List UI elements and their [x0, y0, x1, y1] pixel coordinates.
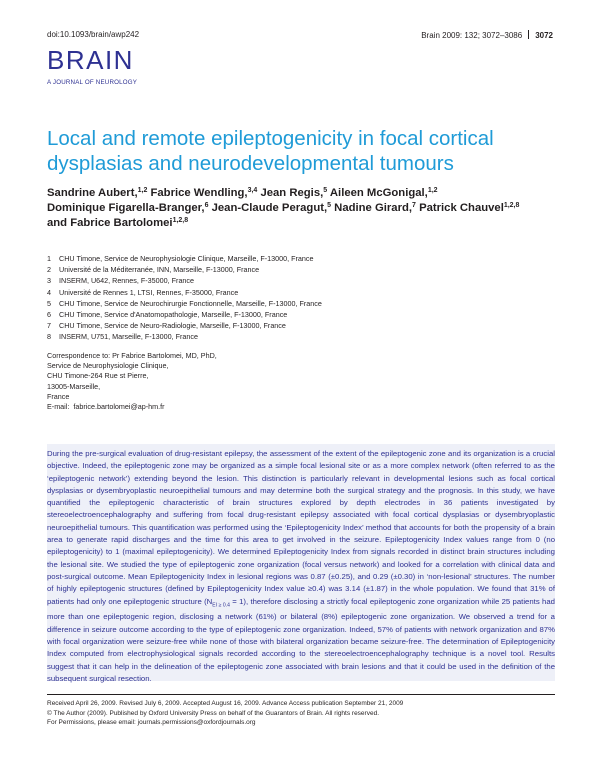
- article-title: Local and remote epileptogenicity in focal cortical dysplasias and neurodevelopmental tumours: [47, 127, 494, 175]
- author: Patrick Chauvel$^{1,2,8}$: [419, 202, 520, 214]
- correspondence-line: 13005-Marseille,: [47, 381, 101, 391]
- affiliation-item: 8 INSERM, U751, Marseille, F-13000, France: [47, 332, 199, 342]
- email-link[interactable]: fabrice.bartolomei@ap-hm.fr: [73, 402, 165, 412]
- header-divider: [528, 30, 529, 39]
- affiliation-item: 6 CHU Timone, Service d'Anatomopathologie, Marseille, F-13000, France: [47, 310, 288, 320]
- affiliation-item: 7 CHU Timone, Service de Neuro-Radiologie, Marseille, F-13000, France: [47, 321, 286, 331]
- author: and Fabrice Bartolomei$^{1,2,8}$: [47, 217, 189, 229]
- correspondence-line: Service de Neurophysiologie Clinique,: [47, 361, 169, 371]
- citation-text: Brain 2009: 132; 3072–3086: [421, 31, 523, 40]
- affiliation-item: 2 Université de la Méditerranée, INN, Marseille, F-13000, France: [47, 265, 260, 275]
- author: Aileen McGonigal,$^{1,2}$: [329, 187, 438, 199]
- correspondence-line: CHU Timone-264 Rue st Pierre,: [47, 371, 149, 381]
- author: Jean-Claude Peragut,$^5$: [211, 202, 332, 214]
- affiliation-item: 3 INSERM, U642, Rennes, F-35000, France: [47, 276, 195, 286]
- author: Dominique Figarella-Branger,$^6$: [47, 202, 209, 214]
- doi-text: doi:10.1093/brain/awp242: [47, 30, 140, 39]
- affiliation-list: [47, 253, 567, 343]
- affiliation-item: 1 CHU Timone, Service de Neurophysiologie Clinique, Marseille, F-13000, France: [47, 254, 314, 263]
- correspondence-email: E-mail: fabrice.bartolomei@ap-hm.fr: [47, 402, 165, 412]
- journal-subtitle: A JOURNAL OF NEUROLOGY: [47, 79, 138, 86]
- publication-footer: [47, 699, 567, 728]
- correspondence-line: Correspondence to: Pr Fabrice Bartolomei, MD, PhD,: [47, 351, 217, 360]
- footer-line: For Permissions, please email: journals.permissions@oxfordjournals.org: [47, 719, 256, 726]
- page-number: 3072: [535, 31, 553, 40]
- author: Sandrine Aubert,$^{1,2}$: [47, 187, 148, 199]
- footer-line: Received April 26, 2009. Revised July 6, 2009. Accepted August 16, 2009. Advance Access publication September 21, 2009: [47, 700, 404, 707]
- running-header: [421, 30, 553, 40]
- abstract-text: During the pre-surgical evaluation of drug-resistant epilepsy, the assessment of the extent of the epileptogenic zone and its organization is a crucial objective. Indeed, the epileptogenic zone may be organized as a simple focal lesional site or as a more complex network (often referred to as the ‘epileptogenic network’) extending beyond the lesion. This distinction is particularly relevant in developmental lesions such as focal cortical dysplasias or dysembryoplastic neuroepithelial tumours and may determine both the surgical strategy and the prognosis. In this study, we have quantified the epileptogenic characteristic of brain structures explored by depth electrodes in 36 patients investigated by stereoelectroencephalography and suffering from focal drug-resistant epilepsy associated with focal cortical dysplasias or dysembryoplastic neuroepithelial tumours. This quantification was performed using the ‘Epileptogenicity Index’ method that accounts for both the propensity of a brain area to generate rapid discharges and the time for this area to get involved in the seizure. Epileptogenicity Index values range from 0 (no epileptogenicity) to 1 (maximal epileptogenicity). We determined Epileptogenicity Index from signals recorded in distinct brain structures including the lesional site. We studied the type of epileptogenic zone organization (focal versus network) and looked for a correlation with clinical data and post-surgical outcome. Mean Epileptogenicity Index in lesional regions was 0.87 (±0.25), and 0.29 (±0.30) in ‘non-lesional’ structures. The number of highly epileptogenic structures (defined by Epileptogenicity Index value ≥0.4) was 3.14 (±1.87) in the whole population. We found that 31% of patients had only one epileptogenic structure $(N_{EI \ge 0.4} = 1)$, therefore disclosing a strictly focal epileptogenic zone organization while 25 patients had more than one epileptogenic region, disclosing a network (61%) or bilateral (8%) epileptogenic zone organization. We observed a trend for a difference in seizure outcome according to the type of epileptogenic zone organization. Indeed, 57% of patients with network organization and 87% with focal organization were seizure-free while none of those with bilateral organization became seizure-free. The determination of Epileptogenicity Index computed from electrophysiological signals recorded according to the stereoelectroencephalography technique is a novel tool. Results suggest that it can help in the delineation of the epileptogenic zone associated with brain lesions and that it could be used in the definition of the subsequent surgical resection.: [47, 449, 555, 683]
- affiliation-item: 4 Université de Rennes 1, LTSI, Rennes, F-35000, France: [47, 287, 239, 297]
- author: Jean Regis,$^5$: [260, 187, 328, 199]
- correspondence-block: [47, 351, 347, 412]
- author: Nadine Girard,$^7$: [334, 202, 416, 214]
- author-list: [47, 186, 557, 231]
- author: Fabrice Wendling,$^{3,4}$: [150, 187, 258, 199]
- journal-logo: BRAIN: [47, 45, 134, 75]
- footer-divider: [47, 694, 555, 695]
- affiliation-item: 5 CHU Timone, Service de Neurochirurgie Fonctionnelle, Marseille, F-13000, France: [47, 298, 322, 308]
- correspondence-line: France: [47, 391, 70, 401]
- footer-line: © The Author (2009). Published by Oxford University Press on behalf of the Guarantors of Brain. All rights reserved.: [47, 709, 380, 717]
